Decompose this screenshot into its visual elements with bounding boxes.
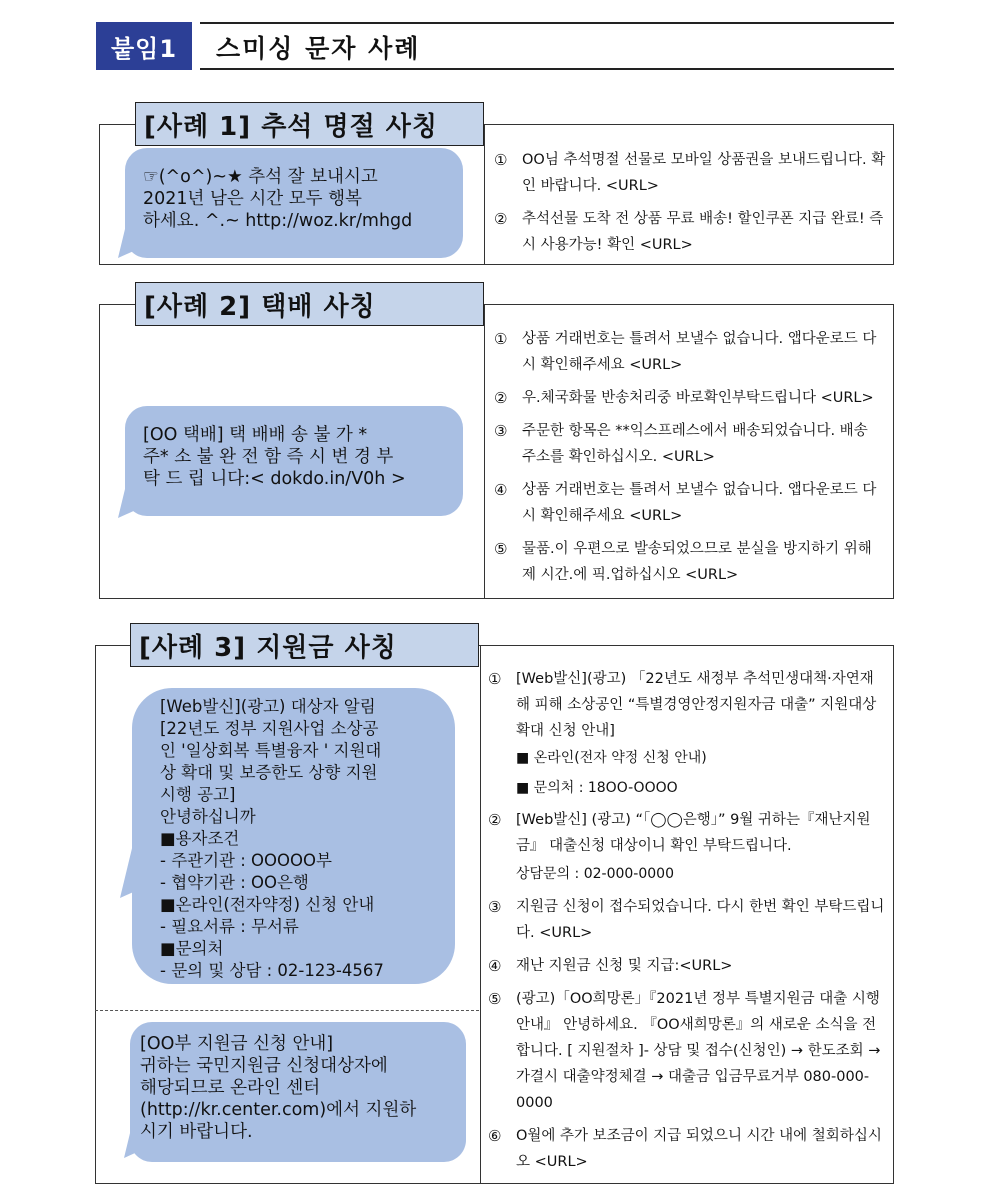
- case3-item1-sub-1: ■ 온라인(전자 약정 신청 안내): [516, 750, 707, 766]
- case3-item-4: ④ 재난 지원금 신청 및 지급:<URL>: [488, 957, 733, 975]
- case2-item-1: ① 상품 거래번호는 틀려서 보낼수 없습니다. 앱다운로드 다시 확인해주세요 <URL>: [494, 330, 877, 373]
- header-rule-bottom: [200, 68, 894, 70]
- case3-tab: [사례 3] 지원금 사칭: [130, 623, 479, 667]
- case3-item-1: ① [Web발신](광고) 「22년도 새정부 추석민생대책·자연재해 피해 소상공인 “특별경영안정지원자금 대출” 지원대상 확대 신청 안내]: [488, 670, 877, 739]
- case3-item2-note: 상담문의 : 02-000-0000: [516, 866, 674, 882]
- case3-sms-bubble-1: [132, 688, 455, 984]
- case3-sms-bubble-2: [130, 1022, 466, 1162]
- case1-divider: [484, 125, 485, 264]
- case3-item1-sub-2: ■ 문의처 : 18OO-OOOO: [516, 780, 678, 796]
- case2-divider: [484, 305, 485, 598]
- case1-item-2: ② 추석선물 도착 전 상품 무료 배송! 할인쿠폰 지급 완료! 즉시 사용가능! 확인 <URL>: [494, 210, 884, 253]
- case1-sms-bubble: [125, 148, 463, 258]
- case1-tab: [사례 1] 추석 명절 사칭: [135, 102, 484, 146]
- case3-divider: [480, 646, 481, 1183]
- case2-item-3: ③ 주문한 항목은 **익스프레스에서 배송되었습니다. 배송 주소를 확인하십시오. <URL>: [494, 422, 868, 465]
- case2-item-4: ④ 상품 거래번호는 틀려서 보낼수 없습니다. 앱다운로드 다시 확인해주세요 <URL>: [494, 481, 877, 524]
- case1-sms-text: ☞(^o^)~★ 추석 잘 보내시고 2021년 남은 시간 모두 행복 하세요. ^.~ http://woz.kr/mhgd: [143, 167, 413, 231]
- case2-sms-bubble: [125, 406, 463, 516]
- case2-item-2: ② 우.체국화물 반송처리중 바로확인부탁드립니다 <URL>: [494, 389, 874, 407]
- case3-sms1-text: [Web발신](광고) 대상자 알림 [22년도 정부 지원사업 소상공 인 '일상회복 특별융자 ' 지원대 상 확대 및 보증한도 상향 지원 시행 공고] 안녕하십니까 ■용자조건 - 주관기관 : OOOOO부 - 협약기관 : OO은행 ■온라인(전자약정) 신청 안내 - 필요서류 : 무서류 ■문의처 - 문의 및 상담 : 02-123-4567: [160, 697, 384, 980]
- case1-item-1: ① OO님 추석명절 선물로 모바일 상품권을 보내드립니다. 확인 바랍니다. <URL>: [494, 151, 886, 194]
- case3-item-2: ② [Web발신] (광고) “「◯◯은행」” 9월 귀하는『재난지원금』 대출신청 대상이니 확인 부탁드립니다.: [488, 811, 871, 854]
- case3-item-5: ⑤ (광고)「OO희망론」『2021년 정부 특별지원금 대출 시행 안내』 안녕하세요. 『OO새희망론』의 새로운 소식을 전합니다. [ 지원절차 ]- 상담 및 접수(신청인) → 한도조회 → 가결시 대출약정체결 → 대출금 입금무료거부 080-000-0000: [488, 990, 881, 1111]
- case3-list: [488, 666, 886, 1182]
- case3-item-6: ⑥ O월에 추가 보조금이 지급 되었으니 시간 내에 철회하십시오 <URL>: [488, 1127, 882, 1170]
- header-rule-top: [200, 22, 894, 24]
- case3-left-separator: [95, 1010, 479, 1011]
- case2-list: [494, 326, 886, 595]
- case2-sms-text: [OO 택배] 택 배배 송 불 가 * 주* 소 불 완 전 함 즉 시 변 경 부 탁 드 립 니다:< dokdo.in/V0h >: [143, 425, 406, 489]
- case3-item-3: ③ 지원금 신청이 접수되었습니다. 다시 한번 확인 부탁드립니다. <URL>: [488, 898, 885, 941]
- case2-tab: [사례 2] 택배 사칭: [135, 282, 484, 326]
- case3-sms2-text: [OO부 지원금 신청 안내] 귀하는 국민지원금 신청대상자에 해당되므로 온라인 센터 (http://kr.center.com)에서 지원하 시기 바랍니다.: [140, 1034, 417, 1142]
- attachment-badge: 붙임1: [96, 22, 192, 70]
- case1-list: [494, 147, 886, 265]
- page-title: 스미싱 문자 사례: [216, 34, 421, 63]
- case2-item-5: ⑤ 물품.이 우편으로 발송되었으므로 분실을 방지하기 위해 제 시간.에 픽.업하십시오 <URL>: [494, 540, 872, 583]
